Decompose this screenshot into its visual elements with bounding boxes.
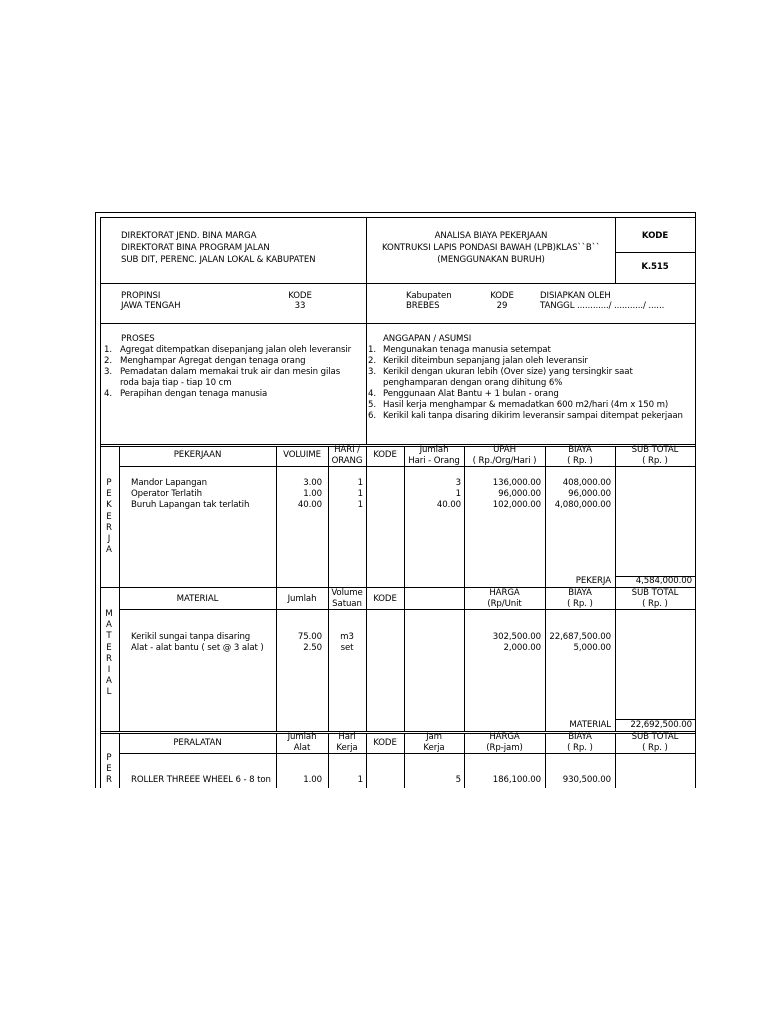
pekerja-upah: 96,000.00 <box>498 489 541 499</box>
proses-item: Pemadatan dalam memakai truk air dan mesin gilas <box>120 367 341 377</box>
column-header: UPAH <box>493 445 516 455</box>
border-line <box>366 323 367 444</box>
anggapan-item: Hasil kerja menghampar & memadatkan 600 m2/hari (4m x 150 m) <box>383 400 669 410</box>
pekerja-biaya: 4,080,000.00 <box>554 500 611 510</box>
column-header: (Rp/Unit <box>487 599 522 609</box>
column-header: Volume <box>331 588 363 598</box>
column-header: KODE <box>373 738 397 748</box>
kode-propinsi-value: 33 <box>294 301 306 311</box>
peralatan-biaya: 930,500.00 <box>562 775 611 785</box>
pekerja-volume: 1.00 <box>303 489 322 499</box>
border-line <box>95 212 696 213</box>
border-line <box>464 446 465 588</box>
kabupaten-label: Kabupaten <box>406 291 452 301</box>
proses-num: 3. <box>104 367 112 377</box>
proses-num: 1. <box>104 345 112 355</box>
border-line <box>615 252 695 253</box>
anggapan-num: 3. <box>368 367 376 377</box>
proses-num: 4. <box>104 389 112 399</box>
column-header: ( Rp. ) <box>567 599 593 609</box>
peralatan-harga: 186,100.00 <box>492 775 541 785</box>
proses-item: Agregat ditempatkan disepanjang jalan oleh leveransir <box>120 345 352 355</box>
column-header: BIAYA <box>568 732 592 742</box>
column-header: Alat <box>293 743 311 753</box>
column-header: MATERIAL <box>176 594 219 604</box>
anggapan-num: 1. <box>368 345 376 355</box>
material-jumlah: 2.50 <box>303 643 322 653</box>
org-line: DIREKTORAT BINA PROGRAM JALAN <box>121 243 270 253</box>
column-header: HARGA <box>489 732 520 742</box>
border-line <box>100 217 696 218</box>
pekerja-name: Buruh Lapangan tak terlatih <box>131 500 250 510</box>
org-line: SUB DIT, PERENC. JALAN LOKAL & KABUPATEN <box>121 255 316 265</box>
material-harga: 302,500.00 <box>492 632 541 642</box>
pekerja-upah: 102,000.00 <box>492 500 541 510</box>
cost-analysis-sheet <box>95 212 696 788</box>
pekerja-hari: 1 <box>357 478 363 488</box>
column-header: (Rp-jam) <box>486 743 523 753</box>
kode-label: KODE <box>641 231 669 241</box>
peralatan-hari: 1 <box>357 775 363 785</box>
column-header: BIAYA <box>568 445 592 455</box>
material-harga: 2,000.00 <box>503 643 541 653</box>
document-title: (MENGGUNAKAN BURUH) <box>437 255 545 265</box>
pekerja-jumlah: 3 <box>455 478 461 488</box>
border-line <box>100 323 696 324</box>
material-total-label: MATERIAL <box>569 720 611 730</box>
kode-value: K.515 <box>641 262 669 272</box>
pekerja-biaya: 96,000.00 <box>568 489 611 499</box>
peralatan-name: ROLLER THREEE WHEEL 6 - 8 ton <box>131 775 271 785</box>
propinsi-value: JAWA TENGAH <box>121 301 181 311</box>
border-line <box>100 283 696 284</box>
column-header: SUB TOTAL <box>631 732 679 742</box>
column-header: SUB TOTAL <box>631 445 679 455</box>
anggapan-item: Kerikil dengan ukuran lebih (Over size) yang tersingkir saat <box>383 367 633 377</box>
document-title: KONTRUKSI LAPIS PONDASI BAWAH (LPB)KLAS``B`` <box>381 243 601 253</box>
column-header: KODE <box>373 594 397 604</box>
column-header: Kerja <box>336 743 358 753</box>
kode-propinsi-label: KODE <box>288 291 312 301</box>
pekerja-upah: 136,000.00 <box>492 478 541 488</box>
anggapan-num: 5. <box>368 400 376 410</box>
material-biaya: 5,000.00 <box>573 643 611 653</box>
proses-item: roda baja tiap - tiap 10 cm <box>120 378 232 388</box>
column-header: ( Rp. ) <box>642 743 668 753</box>
proses-title: PROSES <box>121 334 155 344</box>
anggapan-item: Mengunakan tenaga manusia setempat <box>383 345 551 355</box>
kode-kabupaten-value: 29 <box>496 301 508 311</box>
anggapan-title: ANGGAPAN / ASUMSI <box>383 334 472 344</box>
column-header: PERALATAN <box>173 738 222 748</box>
anggapan-num: 2. <box>368 356 376 366</box>
pekerja-name: Operator Terlatih <box>131 489 202 499</box>
anggapan-num: 4. <box>368 389 376 399</box>
peralatan-side-label: P E R <box>106 753 112 786</box>
column-header: PEKERJAAN <box>173 450 222 460</box>
pekerja-jumlah: 40.00 <box>436 500 461 510</box>
material-side-label: M A T E R I A L <box>105 609 113 698</box>
material-name: Kerikil sungai tanpa disaring <box>131 632 251 642</box>
border-line <box>695 212 696 788</box>
material-name: Alat - alat bantu ( set @ 3 alat ) <box>131 643 264 653</box>
column-header: Hari <box>338 732 356 742</box>
org-line: DIREKTORAT JEND. BINA MARGA <box>121 231 257 241</box>
column-header: Jumlah <box>287 594 317 604</box>
column-header: Jumlah <box>419 445 449 455</box>
column-header: HARI / <box>334 445 360 455</box>
border-line <box>276 446 277 588</box>
column-header: ORANG <box>331 456 363 466</box>
material-satuan: m3 <box>340 632 354 642</box>
column-header: Jumlah <box>287 732 317 742</box>
border-line <box>328 446 329 588</box>
column-header: ( Rp./Org/Hari ) <box>472 456 537 466</box>
proses-item: Menghampar Agregat dengan tenaga orang <box>120 356 306 366</box>
column-header: ( Rp. ) <box>642 456 668 466</box>
peralatan-jumlah: 1.00 <box>303 775 322 785</box>
column-header: Hari - Orang <box>408 456 460 466</box>
kode-kabupaten-label: KODE <box>490 291 514 301</box>
disiapkan-label: DISIAPKAN OLEH <box>540 291 611 301</box>
border-line <box>119 446 120 588</box>
pekerja-hari: 1 <box>357 500 363 510</box>
material-biaya: 22,687,500.00 <box>549 632 611 642</box>
column-header: ( Rp. ) <box>642 599 668 609</box>
material-total-value: 22,692,500.00 <box>630 720 692 730</box>
peralatan-jam: 5 <box>455 775 461 785</box>
kabupaten-value: BREBES <box>406 301 440 311</box>
material-jumlah: 75.00 <box>297 632 322 642</box>
border-line <box>100 217 101 788</box>
tanggal-field: TANGGL ............/ .........../ ...... <box>540 301 665 311</box>
propinsi-label: PROPINSI <box>121 291 161 301</box>
border-line <box>366 446 367 588</box>
border-line <box>404 446 405 588</box>
column-header: ( Rp. ) <box>567 456 593 466</box>
pekerja-side-label: P E K E R J A <box>106 478 112 556</box>
border-line <box>95 212 96 788</box>
document-title: ANALISA BIAYA PEKERJAAN <box>434 231 548 241</box>
anggapan-item: Kerikil kali tanpa disaring dikirim leveransir sampai ditempat pekerjaan <box>383 411 683 421</box>
border-line <box>366 283 367 323</box>
anggapan-item: Penggunaan Alat Bantu + 1 bulan - orang <box>383 389 559 399</box>
column-header: VOLUIME <box>283 450 321 460</box>
pekerja-jumlah: 1 <box>455 489 461 499</box>
material-satuan: set <box>340 643 354 653</box>
anggapan-num: 6. <box>368 411 376 421</box>
pekerja-name: Mandor Lapangan <box>131 478 207 488</box>
anggapan-item: Kerikil diteimbun sepanjang jalan oleh leveransir <box>383 356 588 366</box>
anggapan-item: penghamparan dengan orang dihitung 6% <box>383 378 563 388</box>
column-header: ( Rp. ) <box>567 743 593 753</box>
column-header: BIAYA <box>568 588 592 598</box>
column-header: HARGA <box>489 588 520 598</box>
column-header: Jam <box>426 732 442 742</box>
border-line <box>545 446 546 588</box>
pekerja-volume: 40.00 <box>297 500 322 510</box>
pekerja-hari: 1 <box>357 489 363 499</box>
column-header: KODE <box>373 450 397 460</box>
pekerja-total-value: 4,584,000.00 <box>635 576 692 586</box>
column-header: Satuan <box>332 599 362 609</box>
proses-item: Perapihan dengan tenaga manusia <box>120 389 268 399</box>
proses-num: 2. <box>104 356 112 366</box>
border-line <box>615 446 616 588</box>
column-header: SUB TOTAL <box>631 588 679 598</box>
pekerja-total-label: PEKERJA <box>575 576 611 586</box>
pekerja-volume: 3.00 <box>303 478 322 488</box>
pekerja-biaya: 408,000.00 <box>562 478 611 488</box>
column-header: Kerja <box>423 743 445 753</box>
